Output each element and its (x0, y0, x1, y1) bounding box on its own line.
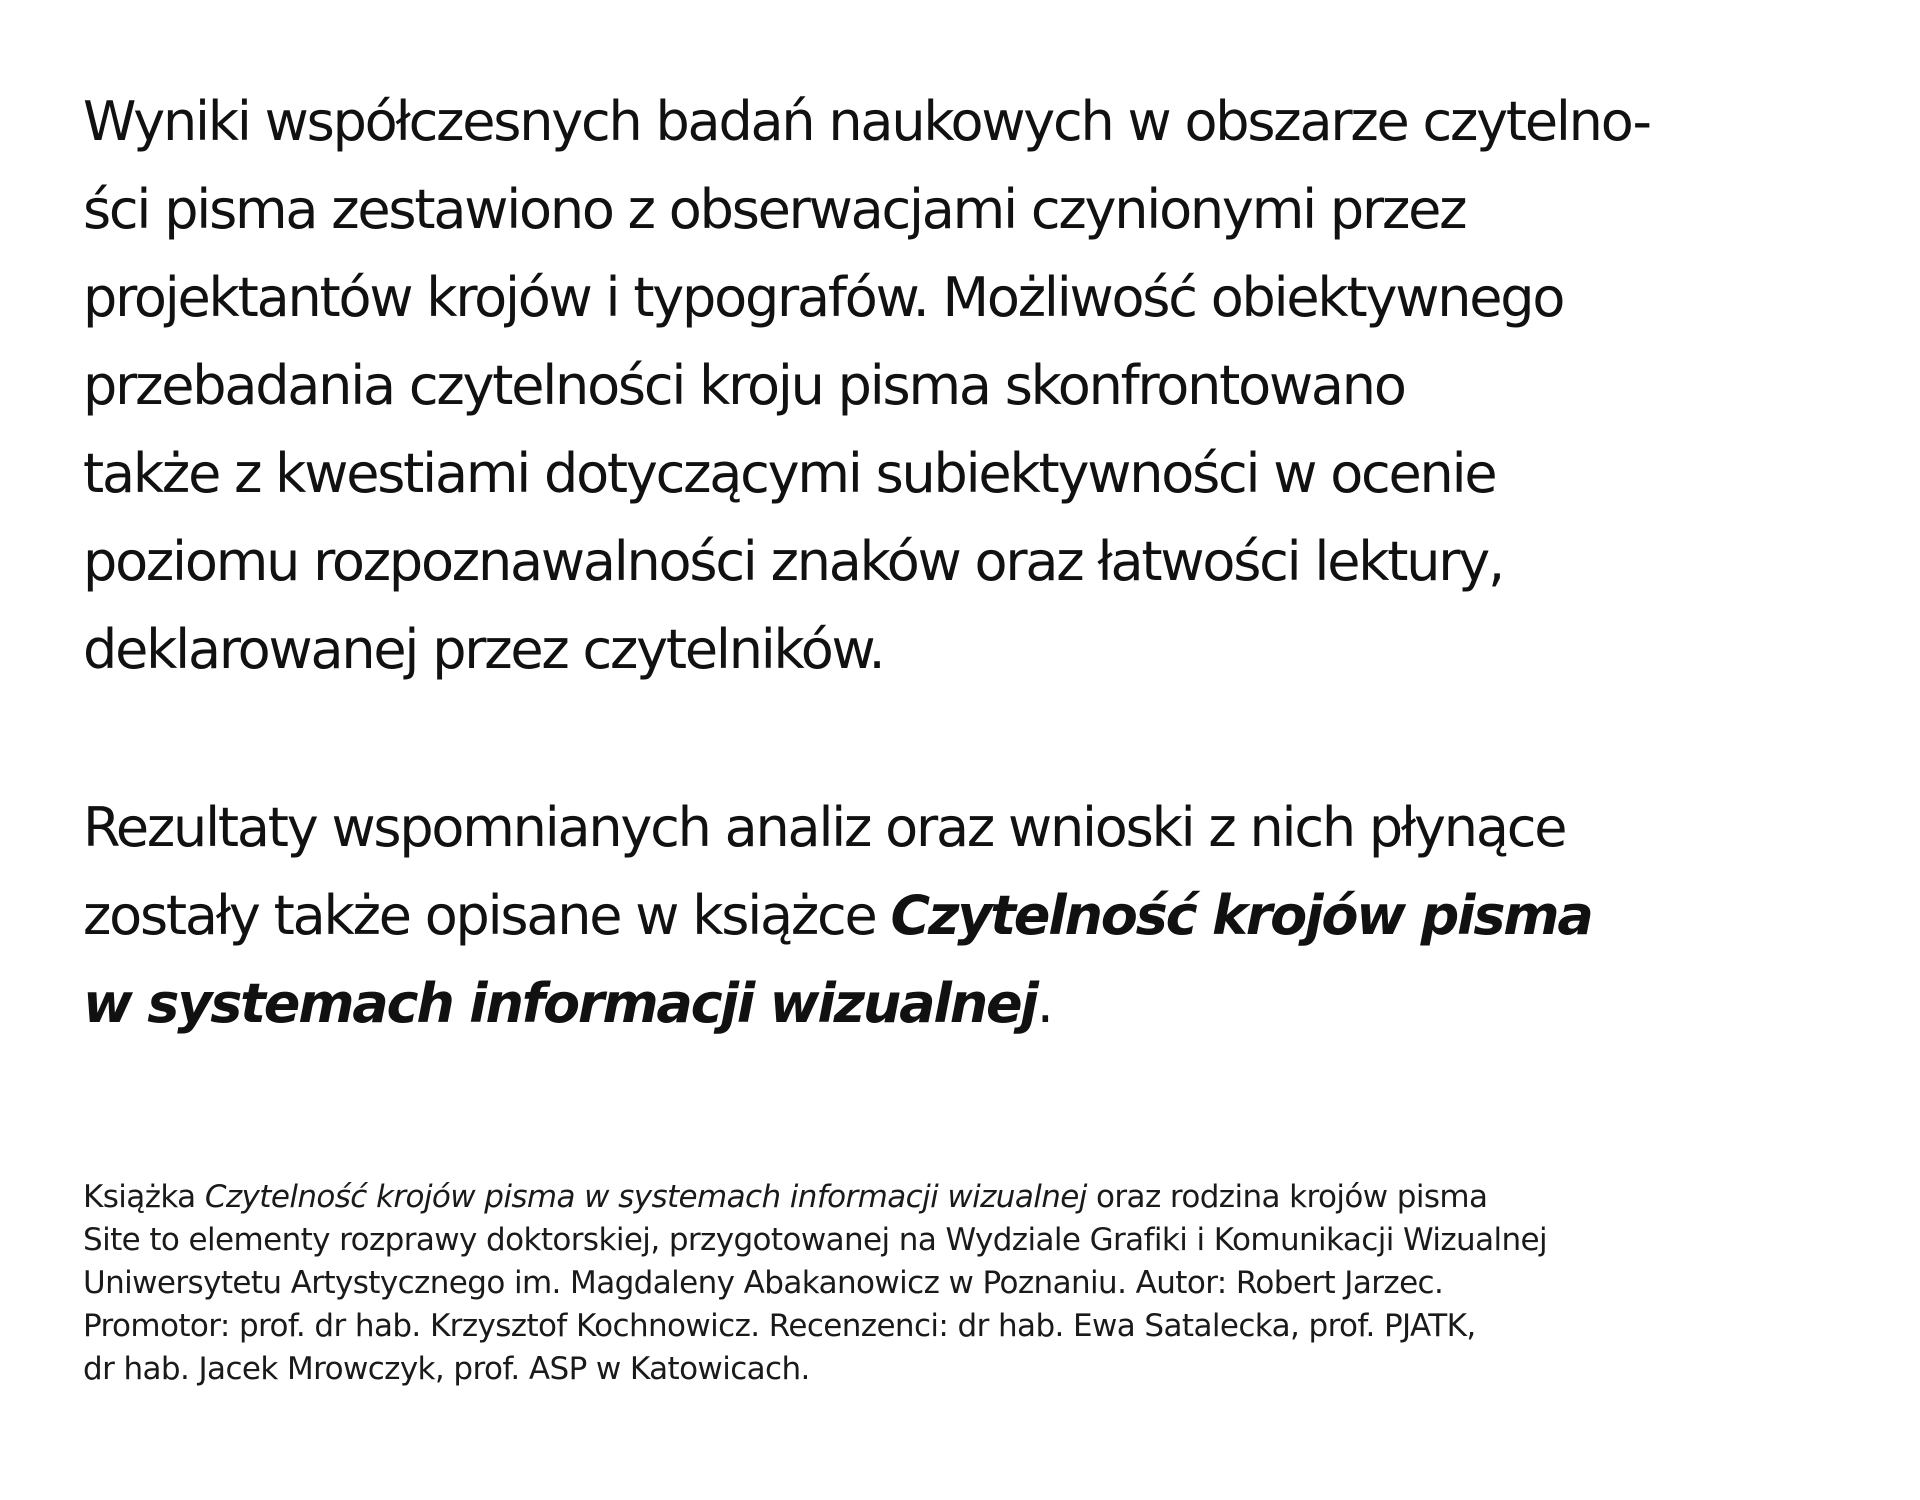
footnote-line: Promotor: prof. dr hab. Krzysztof Kochnowicz. Recenzenci: dr hab. Ewa Satalecka, prof. PJATK, (83, 1308, 1476, 1344)
document-body (83, 78, 1873, 1048)
intro-line: ści pisma zestawiono z obserwacjami czynionymi przez (83, 178, 1466, 241)
intro-line: Wyniki współczesnych badań naukowych w obszarze czytelno- (83, 90, 1650, 153)
footnote-line: dr hab. Jacek Mrowczyk, prof. ASP w Katowicach. (83, 1351, 810, 1387)
period: . (1036, 972, 1052, 1035)
intro-line: projektantów krojów i typografów. Możliwość obiektywnego (83, 266, 1564, 329)
book-title: Czytelność krojów pisma (890, 884, 1592, 947)
intro-paragraph (83, 78, 1873, 694)
results-paragraph (83, 784, 1873, 1048)
footnote (83, 1176, 1547, 1391)
book-title-continued: w systemach informacji wizualnej (83, 972, 1037, 1035)
results-line: Rezultaty wspomnianych analiz oraz wnioski z nich płynące (83, 796, 1566, 859)
footnote-line (83, 1176, 1547, 1219)
footnote-text: Książka (83, 1179, 205, 1215)
intro-line: także z kwestiami dotyczącymi subiektywności w ocenie (83, 442, 1496, 505)
footnote-line: Site to elementy rozprawy doktorskiej, przygotowanej na Wydziale Grafiki i Komunikacji Wizualnej (83, 1222, 1548, 1258)
footnote-text: oraz rodzina krojów pisma (1086, 1179, 1488, 1215)
intro-line: poziomu rozpoznawalności znaków oraz łatwości lektury, (83, 530, 1504, 593)
intro-line: przebadania czytelności kroju pisma skonfrontowano (83, 354, 1405, 417)
footnote-book-title: Czytelność krojów pisma w systemach informacji wizualnej (204, 1179, 1087, 1215)
results-text: zostały także opisane w książce (83, 884, 891, 947)
results-line (83, 960, 1873, 1048)
footnote-line: Uniwersytetu Artystycznego im. Magdaleny Abakanowicz w Poznaniu. Autor: Robert Jarzec. (83, 1265, 1444, 1301)
intro-line: deklarowanej przez czytelników. (83, 618, 884, 681)
results-line (83, 872, 1873, 960)
